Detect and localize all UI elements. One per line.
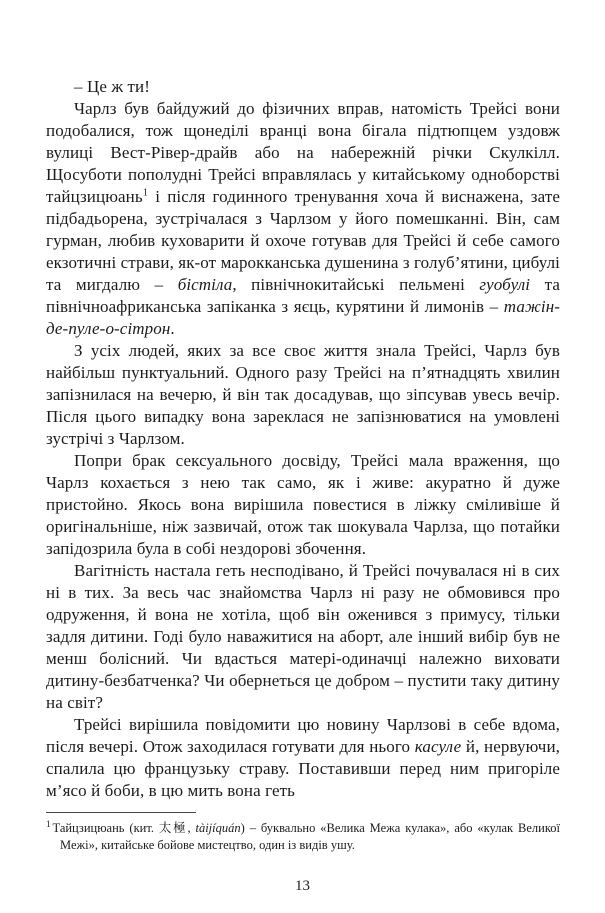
text-segment: .: [170, 319, 175, 338]
paragraph: [46, 714, 560, 802]
footnote-area: [46, 812, 560, 854]
text-segment: Трейсі вирішила повідомити цю новину Чарлзові в себе вдома, після вечері. Отож заходилася готувати для нього: [46, 715, 560, 756]
text-segment: ) – буквально «Велика Межа кулака», або «кулак Великої Межі», китайське бойове мистецтво, один із видів ушу.: [60, 821, 560, 852]
dialogue-line: [46, 76, 560, 98]
text-segment: Тайцзицюань (кит. 太極,: [52, 821, 196, 835]
footnote: [46, 820, 560, 854]
text-segment: Вагітність настала геть несподівано, й Трейсі почувалася ні в сих ні в тих. За весь час знайомства Чарлз ні разу не обмовився про одруження, й вона не хотіла, щоб він оженився з примусу, тільки задля дитини. Годі було наважитися на аборт, але інший вибір був не менш болісний. Чи вдасться матері-одиначці належно виховати дитину-безбатченка? Чи обернеться це добром – пустити таку дитину на світ?: [46, 561, 560, 712]
paragraph: [46, 450, 560, 560]
text-segment: та північноафриканська запіканка з яєць, курятини й лимонів –: [46, 275, 561, 316]
footnote-marker: 1: [46, 818, 51, 829]
footnote-text: [53, 821, 561, 852]
text-segment: , північнокитайські пельмені: [232, 275, 480, 294]
text-segment: – Це ж ти!: [74, 77, 151, 96]
text-segment: й, нервуючи, спалила цю французьку страву. Поставивши перед ним пригоріле м’ясо й боби, в цю мить вона геть: [46, 737, 560, 800]
page-body: [46, 76, 560, 802]
italic-term: бістіла: [177, 275, 233, 294]
paragraph: [46, 98, 560, 340]
footnote-divider: [46, 812, 196, 813]
italic-term: касуле: [414, 737, 462, 756]
text-segment: Чарлз був байдужий до фізичних вправ, натомість Трейсі вони подобалися, тож щонеділі вранці вона бігала підтюпцем уздовж вулиці Вест-Рівер-драйв або на набережній річки Скулкілл. Щосуботи пополудні Трейсі вправлялась у китайському одноборстві тайцзицюань: [46, 99, 560, 206]
footnote-ref: 1: [142, 187, 149, 199]
text-segment: Попри брак сексуального досвіду, Трейсі мала враження, що Чарлз кохається з нею так само, як і живе: акуратно й дуже пристойно. Якось вона вирішила повестися в ліжку сміливіше й оригінальніше, ніж зазвичай, отож так шокувала Чарлза, що потайки запідозрила була в собі нездорові збочення.: [46, 451, 560, 558]
paragraph: [46, 340, 560, 450]
text-segment: З усіх людей, яких за все своє життя знала Трейсі, Чарлз був найбільш пунктуальний. Одного разу Трейсі на п’ятнадцять хвилин запізнилася на вечерю, й він так досадував, що зіпсував увесь вечір. Після цього випадку вона зареклася не запізнюватися на умовлені зустрічі з Чарлзом.: [46, 341, 560, 448]
italic-term: tàijíquán: [195, 821, 241, 835]
paragraph: [46, 560, 560, 714]
text-segment: і після годинного тренування хоча й виснажена, зате підбадьорена, зустрічалася з Чарлзом у його помешканні. Він, сам гурман, любив куховарити й охоче готував для Трейсі й себе самого екзотичні страви, як-от марокканська душенина з голуб’ятини, цибулі та мигдалю –: [46, 187, 560, 294]
page-number: 13: [295, 878, 310, 894]
italic-term: тажін-де-пуле-о-сітрон: [46, 297, 560, 338]
paragraphs: [46, 76, 560, 802]
page-footer: [0, 877, 605, 895]
italic-term: гуобулі: [479, 275, 531, 294]
